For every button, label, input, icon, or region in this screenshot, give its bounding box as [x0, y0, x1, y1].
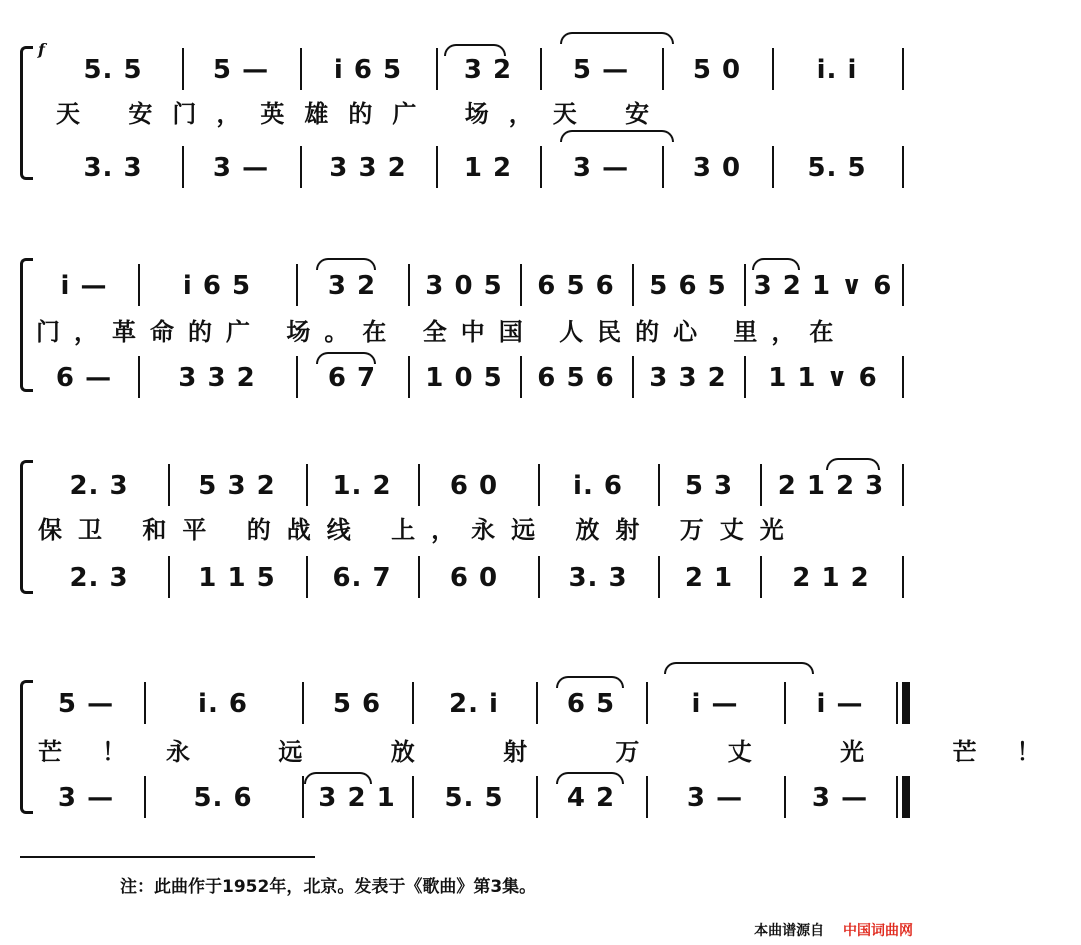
barline: [662, 146, 664, 188]
barline: [536, 776, 538, 818]
barline: [182, 48, 184, 90]
lyrics-line: 天 安门，英雄的广 场，天 安: [56, 99, 670, 128]
measure: 1 1 ∨ 6: [768, 363, 878, 393]
measure: 6 —: [55, 363, 113, 393]
barline: [632, 356, 634, 398]
measure: 5 0: [692, 55, 742, 85]
measure: 5 —: [57, 689, 115, 719]
final-barline-thick: [902, 682, 910, 724]
measure: 2. 3: [69, 471, 129, 501]
barline: [902, 464, 904, 506]
measure: 3 —: [57, 783, 115, 813]
upper-voice-row: [34, 50, 910, 90]
barline: [658, 464, 660, 506]
barline: [168, 464, 170, 506]
measure: 5 6 5: [649, 271, 727, 301]
measure: 6 7: [327, 363, 377, 393]
measure: i 6 5: [182, 271, 252, 301]
measure: 2 1 2: [792, 563, 870, 593]
measure: 6 5 6: [537, 363, 615, 393]
score-system-4: [20, 672, 1081, 822]
lower-voice-row: [34, 778, 910, 818]
measure: 1 2: [463, 153, 513, 183]
measure: i. 6: [573, 471, 623, 501]
measure: 5 —: [572, 55, 630, 85]
barline: [784, 682, 786, 724]
tie-mark: [560, 32, 674, 44]
measure: 3 —: [686, 783, 744, 813]
measure: 3 3 2: [329, 153, 407, 183]
slur-mark: [826, 458, 880, 470]
measure: 5. 5: [807, 153, 867, 183]
tie-mark: [664, 662, 814, 674]
barline: [412, 776, 414, 818]
barline: [632, 264, 634, 306]
measure: 3. 3: [83, 153, 143, 183]
upper-voice-row: [34, 466, 910, 506]
measure: 3 —: [212, 153, 270, 183]
barline: [662, 48, 664, 90]
barline: [744, 264, 746, 306]
measure: 3 0 5: [425, 271, 503, 301]
measure: 5. 6: [193, 783, 253, 813]
barline: [144, 776, 146, 818]
dynamic-mark: f: [38, 40, 45, 59]
measure: 5 —: [212, 55, 270, 85]
slur-mark: [316, 258, 376, 270]
footnote-divider: [20, 856, 315, 858]
measure: 3 3 2: [178, 363, 256, 393]
measure: 5 6: [332, 689, 382, 719]
score-system-3: [20, 452, 910, 602]
barline: [182, 146, 184, 188]
slur-mark: [752, 258, 800, 270]
score-system-1: [20, 38, 910, 188]
barline: [540, 48, 542, 90]
measure: 1 1 5: [198, 563, 276, 593]
barline: [436, 146, 438, 188]
source-label: 本曲谱源自: [754, 923, 825, 939]
final-barline-thin: [896, 682, 898, 724]
measure: 3 2 1 ∨ 6: [753, 271, 893, 301]
measure: 5 3 2: [198, 471, 276, 501]
measure: 5. 5: [444, 783, 504, 813]
measure: 2 1: [684, 563, 734, 593]
barline: [772, 146, 774, 188]
barline: [418, 556, 420, 598]
slur-mark: [444, 44, 506, 56]
measure: 3 —: [572, 153, 630, 183]
slur-mark: [556, 676, 624, 688]
barline: [658, 556, 660, 598]
barline: [760, 556, 762, 598]
system-brace: [20, 46, 33, 180]
measure: 1 0 5: [425, 363, 503, 393]
measure: 6 5: [566, 689, 616, 719]
measure: 1. 2: [332, 471, 392, 501]
measure: 6 5 6: [537, 271, 615, 301]
measure: 3. 3: [568, 563, 628, 593]
lower-voice-row: [34, 558, 910, 598]
measure: 2 1 2 3: [777, 471, 885, 501]
barline: [538, 556, 540, 598]
measure: i —: [691, 689, 739, 719]
source-brand-link[interactable]: 中国词曲网: [843, 923, 913, 939]
barline: [646, 682, 648, 724]
barline: [408, 264, 410, 306]
lower-voice-row: [34, 358, 910, 398]
source-credit: [754, 920, 913, 940]
system-brace: [20, 460, 33, 594]
upper-voice-row: [34, 684, 910, 724]
system-brace: [20, 258, 33, 392]
barline: [138, 356, 140, 398]
barline: [536, 682, 538, 724]
barline: [300, 146, 302, 188]
barline: [300, 48, 302, 90]
tie-mark: [560, 130, 674, 142]
measure: 6. 7: [332, 563, 392, 593]
barline: [902, 48, 904, 90]
measure: 3 2: [463, 55, 513, 85]
measure: i —: [816, 689, 864, 719]
measure: 3 3 2: [649, 363, 727, 393]
upper-voice-row: [34, 266, 910, 306]
lyrics-line: 芒！永 远 放 射 万 丈 光 芒！: [38, 737, 1081, 766]
system-brace: [20, 680, 33, 814]
barline: [138, 264, 140, 306]
barline: [772, 48, 774, 90]
barline: [902, 356, 904, 398]
barline: [646, 776, 648, 818]
measure: 5 3: [684, 471, 734, 501]
measure: 2. i: [449, 689, 499, 719]
barline: [538, 464, 540, 506]
barline: [540, 146, 542, 188]
barline: [168, 556, 170, 598]
footnote: 注：此曲作于1952年，北京。发表于《歌曲》第3集。: [120, 877, 537, 897]
measure: i. i: [816, 55, 858, 85]
lyrics-line: 保卫 和平 的战线 上，永远 放射 万丈光: [38, 515, 800, 544]
measure: i 6 5: [333, 55, 403, 85]
measure: 5. 5: [83, 55, 143, 85]
barline: [302, 776, 304, 818]
measure: 4 2: [566, 783, 616, 813]
measure: 3 2 1: [318, 783, 396, 813]
barline: [144, 682, 146, 724]
barline: [520, 264, 522, 306]
lyrics-line: 门，革命的广 场。在 全中国 人民的心 里，在: [36, 317, 848, 346]
barline: [520, 356, 522, 398]
barline: [412, 682, 414, 724]
barline: [744, 356, 746, 398]
measure: i —: [60, 271, 108, 301]
barline: [408, 356, 410, 398]
final-barline-thick: [902, 776, 910, 818]
barline: [306, 464, 308, 506]
measure: 6 0: [449, 563, 499, 593]
measure: 3 2: [327, 271, 377, 301]
measure: i. 6: [198, 689, 248, 719]
barline: [302, 682, 304, 724]
final-barline-thin: [896, 776, 898, 818]
barline: [760, 464, 762, 506]
barline: [784, 776, 786, 818]
barline: [902, 264, 904, 306]
measure: 6 0: [449, 471, 499, 501]
barline: [902, 146, 904, 188]
barline: [296, 356, 298, 398]
score-system-2: [20, 250, 910, 400]
barline: [418, 464, 420, 506]
measure: 3 —: [811, 783, 869, 813]
measure: 3 0: [692, 153, 742, 183]
barline: [902, 556, 904, 598]
barline: [436, 48, 438, 90]
lower-voice-row: [34, 148, 910, 188]
barline: [296, 264, 298, 306]
barline: [306, 556, 308, 598]
measure: 2. 3: [69, 563, 129, 593]
